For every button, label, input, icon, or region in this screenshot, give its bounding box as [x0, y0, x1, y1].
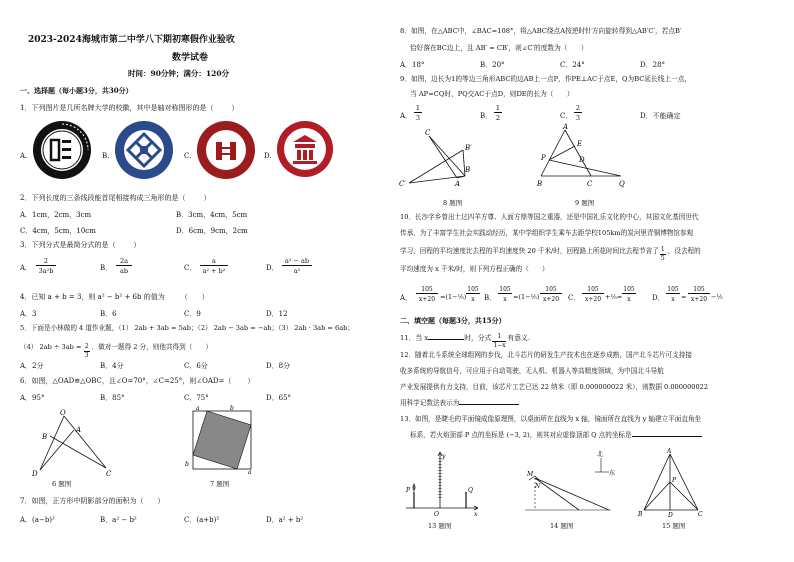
question-13-line-2: 标系，若火焰顶部 P 点的坐标是 (−3, 2)，则其对应虚像顶部 Q 点的坐标是: [410, 431, 702, 440]
figure-14-caption: 14 题图: [550, 522, 574, 530]
q10-d-frac1-den: x: [671, 296, 675, 303]
q10-c-frac2-num: 105: [623, 286, 635, 293]
question-3: 3．下列分式是最简分式的是（ ）: [20, 241, 141, 249]
q4-option-d: D．12: [266, 310, 288, 318]
q5-option-b: B．4分: [100, 362, 124, 370]
q9-a-numerator: 1: [415, 104, 421, 112]
q3-b-denominator: ab: [119, 267, 129, 275]
q10-b-rest: =(1−⅕): [513, 293, 540, 301]
q10-option-d-label: D．: [652, 294, 665, 302]
fig6-label-d: D: [32, 470, 38, 478]
figure-15-caption: 15 题图: [662, 522, 686, 530]
q1-option-a-label: A.: [20, 152, 28, 160]
figure-13-caption: 13 题图: [428, 522, 452, 530]
fig15-label-a: A: [667, 448, 672, 455]
question-9: 9．如图，边长为1的等边三角形ABC的边AB上一点P，作PE⊥AC于点E，Q为BC延长线上一点，: [400, 75, 692, 83]
question-10-line-3: 学习，回程的平均速度比去程的平均速度快 20 千米/时，回程路上所花时间比去程节省了 $\frac{1}{5}$ ，设去程的: [400, 246, 701, 262]
q10-c-frac2-den: x: [627, 296, 631, 303]
question-12-line-4: 用科学记数法表示为: [400, 399, 519, 408]
figure-7: [185, 405, 256, 476]
fig9-label-p: P: [541, 154, 546, 162]
q7-option-a: A．(a−b)²: [20, 516, 55, 524]
question-5-continued: （4） 2ab ÷ 3ab = $\frac{2}{3}$ ．做对一题得 2 分，则他共得到（ ）: [20, 343, 213, 359]
figure-13: [400, 448, 480, 518]
exam-meta: 时间：90分钟；满分：120分: [128, 69, 230, 78]
q1-option-d-label: D.: [264, 152, 272, 160]
question-7: 7．如图，正方形中阴影部分的面积为（ ）: [20, 497, 165, 505]
q10-b-frac1-num: 105: [499, 286, 511, 293]
q3-option-d: D．: [266, 264, 279, 272]
q8-option-b: B．20°: [480, 61, 505, 69]
university-logo-b: [114, 120, 174, 180]
subject-title: 数学试卷: [172, 53, 209, 63]
fig15-label-b: B: [638, 511, 643, 518]
q5-fraction-denominator: 3: [84, 352, 89, 359]
q10-b-frac1-den: x: [503, 296, 507, 303]
fig14-label-north: 北: [597, 451, 604, 458]
question-10-line-2: 传承，为了丰富学生社会实践动经历，某中学组织学生乘车去距学校105km的炭河里青铜博物馆参观: [400, 229, 694, 237]
fig14-label-m: M: [527, 471, 534, 478]
fig7-label-a1: a: [196, 405, 200, 412]
fig13-label-o: O: [434, 511, 439, 518]
q10-a-frac2-den: x: [471, 296, 475, 303]
question-12-line-3: 产业发展提供有力支持，目前，该芯片工艺已达 22 纳米（即 0.000000022 米），则数据 0.000000022: [400, 383, 709, 391]
q6-option-c: C．75°: [184, 394, 209, 402]
figure-6-caption: 6 题图: [52, 480, 72, 488]
fig9-label-c: C: [587, 180, 593, 188]
figure-8: [399, 128, 485, 188]
q7-option-d: D．a² + b²: [266, 516, 304, 524]
q10-d-tail: −⅕: [711, 293, 723, 301]
q9-option-a: A．: [400, 112, 413, 120]
question-5: 5．下面是小林做的 4 道作业题，（1） 2ab + 3ab = 5ab；（2） 2ab − 3ab = −ab；（3） 2ab · 3ab = 6ab；: [20, 324, 354, 332]
q10-fraction-numerator: 1: [660, 246, 665, 253]
q9-c-numerator: 2: [575, 104, 581, 112]
fig7-label-b2: b: [185, 461, 189, 468]
question-9-continued: 当 AP=CQ时，PQ交AC于点D，则DE的长为（ ）: [410, 90, 574, 98]
fig8-label-a: A: [455, 180, 461, 188]
q10-b-frac2-den: x+20: [542, 296, 560, 303]
question-1: 1．下列图片是几所名牌大学的校徽，其中是轴对称图形的是（ ）: [20, 104, 239, 112]
fig13-label-x: x: [474, 511, 478, 518]
q3-c-denominator: a² + b²: [202, 267, 226, 275]
q10-c-rest: +⅕=: [605, 293, 623, 301]
q9-option-c: C．: [560, 112, 573, 120]
q10-c-frac1-den: x+20: [584, 296, 602, 303]
fig9-label-q: Q: [619, 180, 625, 188]
figure-14: [505, 448, 615, 518]
fig13-label-p: P: [406, 487, 411, 494]
question-13: 13．如图，是睫毛的平面镜成像原理图，以桌面所在直线为 x 轴，镜面所在直线为 y 轴建立平面直角坐: [400, 415, 702, 423]
q9-c-denominator: 3: [575, 114, 581, 122]
q10-fraction-denominator: 5: [660, 255, 665, 262]
fig14-label-n: N: [535, 483, 541, 490]
q9-a-denominator: 3: [415, 114, 421, 122]
q5-option-c: C．6分: [184, 362, 208, 370]
q2-option-b: B．3cm，4cm，5cm: [176, 211, 248, 219]
q10-option-a-label: A．: [400, 294, 413, 302]
q2-option-c: C．4cm，5cm，10cm: [20, 227, 96, 235]
fig8-label-b-prime: B′: [465, 144, 472, 152]
fig7-label-b1: b: [230, 405, 234, 412]
question-12-line-2: 收多系统的导航信号，可应用于自动驾驶、无人机、机器人等高精度领域，为中国北斗导航: [400, 367, 664, 375]
question-12: 12．随着北斗系统全球组网的步伐，北斗芯片的研发生产技术也在逐步成熟，国产北斗芯片可支持接: [400, 351, 692, 359]
q9-b-numerator: 1: [495, 104, 501, 112]
q6-option-d: D．65°: [266, 394, 292, 402]
q10-option-b-label: B．: [484, 294, 497, 302]
q10-a-frac2-num: 105: [467, 286, 479, 293]
fig15-label-d: D: [668, 512, 673, 519]
figure-8-caption: 8 题图: [443, 199, 463, 207]
fig15-label-p: P: [672, 477, 677, 484]
q5-fraction-numerator: 2: [84, 343, 89, 350]
q3-d-denominator: a²: [293, 267, 301, 275]
q1-option-c-label: C.: [184, 152, 192, 160]
fig14-label-east: 东: [609, 470, 616, 477]
q10-d-frac1-num: 105: [667, 286, 679, 293]
fig9-label-e: E: [577, 140, 583, 148]
q3-b-numerator: 2a: [116, 257, 132, 266]
q10-a-frac1-den: x+20: [418, 296, 436, 303]
section-1-heading: 一、选择题（每小题3分，共30分）: [20, 86, 133, 95]
fig13-label-y: y: [442, 453, 446, 460]
question-11: 11．当 x 时，分式 $\frac{1}{1-x}$ 有意义.: [400, 333, 530, 349]
q3-option-b: B．: [100, 264, 113, 272]
q4-option-c: C．9: [184, 310, 201, 318]
fig6-label-c: C: [106, 470, 112, 478]
university-logo-c: [196, 120, 256, 180]
fig13-label-q: Q: [468, 487, 473, 494]
q8-option-a: A．18°: [400, 61, 425, 69]
university-logo-a: [32, 120, 92, 180]
q10-a-frac1-num: 105: [416, 286, 438, 294]
q9-option-d: D．不能确定: [640, 112, 681, 120]
fig15-label-c: C: [698, 511, 703, 518]
q2-option-d: D．6cm，9cm，2cm: [176, 227, 248, 235]
exam-title: 2023-2024海城市第二中学八下期初寒假作业验收: [28, 35, 235, 45]
q8-option-c: C．24°: [560, 61, 585, 69]
figure-9: [535, 122, 635, 190]
q3-c-numerator: a: [200, 257, 228, 266]
q8-option-d: D．28°: [640, 61, 666, 69]
q9-b-denominator: 2: [495, 114, 501, 122]
fig7-label-a2: a: [248, 469, 252, 476]
q11-fraction-denominator: 1−x: [493, 342, 506, 349]
q1-option-b-label: B.: [102, 152, 110, 160]
q10-c-frac1-num: 105: [582, 286, 604, 294]
fig8-label-c: C: [425, 129, 431, 137]
q5-option-d: D．8分: [266, 362, 291, 370]
figure-15: [638, 448, 708, 518]
figure-6: [30, 408, 115, 480]
q3-d-numerator: a² − ab: [282, 257, 312, 266]
fig9-label-b: B: [537, 180, 543, 188]
question-8: 8．如图，在△ABC中，∠BAC=108°，将△ABC绕点A按逆时针方向旋转得到△AB′C′，若点B′: [400, 27, 682, 35]
q3-option-a: A．: [20, 264, 33, 272]
fig8-label-c-prime: C′: [399, 180, 406, 188]
figure-7-caption: 7 题图: [210, 480, 230, 488]
q10-d-frac2-num: 105: [688, 286, 710, 294]
q3-a-denominator: 3a²b: [38, 267, 54, 275]
question-10: 10．长沙字乡曾出土过四羊方尊、人面方鼎等国之重器，还是中国礼乐文化的中心，其国文化基因世代: [400, 213, 699, 221]
q4-option-b: B．6: [100, 310, 117, 318]
q2-option-a: A．1cm，2cm，3cm: [20, 211, 92, 219]
q7-option-b: B．a² − b²: [100, 516, 137, 524]
q10-b-frac2-num: 105: [540, 286, 562, 294]
q10-d-frac2-den: x+20: [690, 296, 708, 303]
q3-a-numerator: 2: [36, 257, 56, 266]
fig6-label-o: O: [60, 409, 66, 417]
q3-option-c: C．: [184, 264, 197, 272]
question-6: 6．如图，△OAD≌△OBC，且∠O=70°，∠C=25°，则∠OAD=（ ）: [20, 377, 255, 385]
question-8-continued: 恰好落在BC边上，且 AB′ = CB′，则∠C′的度数为（ ）: [410, 44, 588, 52]
q10-option-c-label: C．: [568, 294, 581, 302]
question-4: 4．已知 a + b = 3，则 a² − b² + 6b 的值为 （ ）: [20, 293, 209, 301]
fig8-label-b: B: [465, 166, 471, 174]
fig6-label-a: A: [76, 426, 82, 434]
question-2: 2．下列长度的三条线段能首尾相接构成三角形的是（ ）: [20, 194, 211, 202]
q11-fraction-numerator: 1: [492, 332, 506, 342]
q10-d-rest: =: [681, 293, 687, 301]
fig6-label-b: B: [42, 433, 48, 441]
fig9-label-a: A: [563, 123, 569, 131]
figure-9-caption: 9 题图: [575, 199, 595, 207]
q4-option-a: A．3: [20, 310, 37, 318]
question-10-line-4: 平均速度为 x 千米/时，则下列方程正确的（ ）: [400, 265, 549, 273]
q10-a-rest: =(1−⅕): [440, 293, 467, 301]
fig9-label-d: D: [579, 156, 585, 164]
section-2-heading: 二、填空题（每题3分，共15分）: [400, 316, 506, 325]
q7-option-c: C．(a+b)²: [184, 516, 220, 524]
q5-option-a: A．2分: [20, 362, 44, 370]
q6-option-a: A．95°: [20, 394, 45, 402]
q9-option-b: B．: [480, 112, 493, 120]
university-logo-d: [276, 120, 334, 178]
q6-option-b: B．85°: [100, 394, 125, 402]
